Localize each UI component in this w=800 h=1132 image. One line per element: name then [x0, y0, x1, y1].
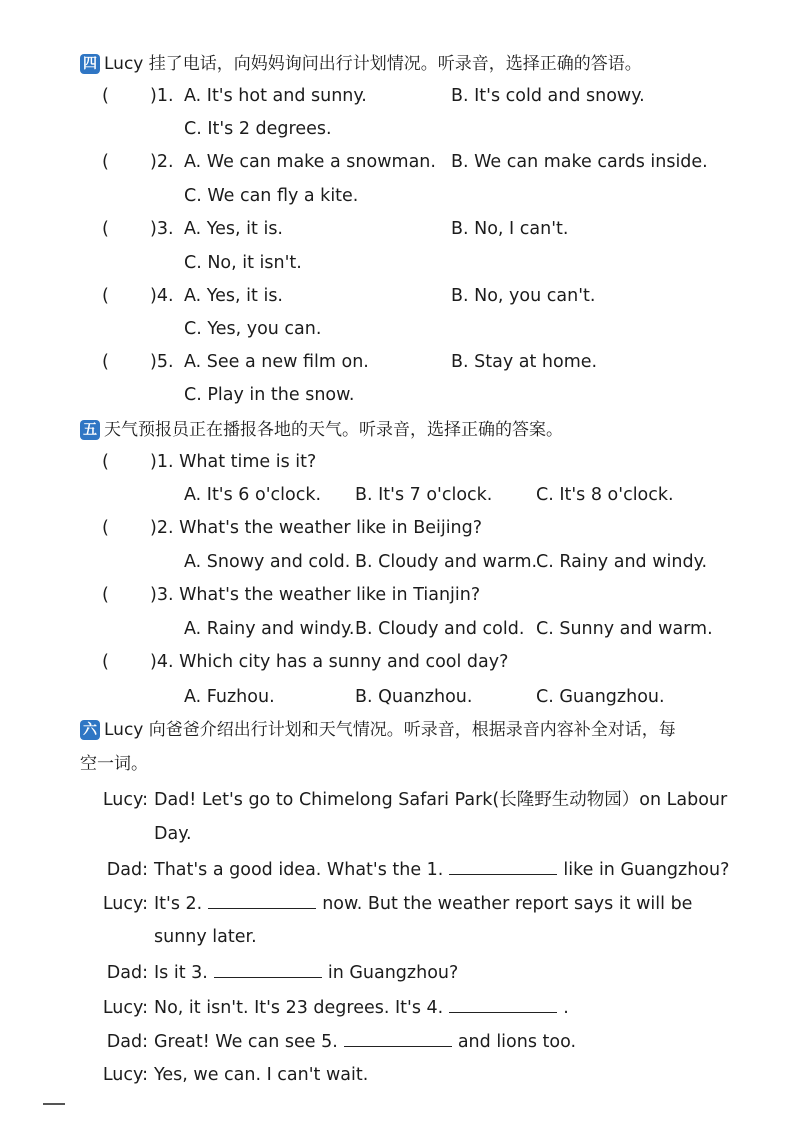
speaker: Lucy:: [102, 1065, 148, 1085]
question-stem: )3. What's the weather like in Tianjin?: [150, 585, 481, 605]
question-number: )1.: [150, 86, 174, 106]
question-number: )2.: [150, 152, 174, 172]
section-5-badge: 五: [80, 420, 100, 440]
section-6-badge: 六: [80, 720, 100, 740]
option-c: C. No, it isn't.: [184, 253, 302, 273]
option-b: B. Cloudy and cold.: [355, 619, 525, 639]
option-c: C. Sunny and warm.: [536, 619, 713, 639]
page-edge-mark: [43, 1103, 65, 1105]
answer-paren[interactable]: (: [102, 585, 109, 605]
blank-1[interactable]: [449, 856, 557, 875]
dialogue-line: [98, 994, 569, 1020]
question-stem: )2. What's the weather like in Beijing?: [150, 518, 483, 538]
line-text: Day.: [154, 824, 192, 844]
line-text: It's 2.: [154, 894, 203, 914]
line-text: Yes, we can. I can't wait.: [154, 1065, 369, 1085]
line-text: in Guangzhou?: [327, 963, 459, 983]
dialogue-line: [98, 856, 729, 882]
section-6-heading: [80, 718, 676, 742]
section-5-title: 天气预报员正在播报各地的天气。听录音，选择正确的答案。: [104, 420, 563, 440]
question-stem: )4. Which city has a sunny and cool day?: [150, 652, 509, 672]
blank-4[interactable]: [449, 994, 557, 1013]
option-a: A. Yes, it is.: [184, 219, 283, 239]
option-c: C. We can fly a kite.: [184, 186, 359, 206]
answer-paren[interactable]: (: [102, 518, 109, 538]
answer-paren[interactable]: (: [102, 452, 109, 472]
speaker: Lucy:: [102, 998, 148, 1018]
section-4-badge: 四: [80, 54, 100, 74]
speaker: Dad:: [106, 1032, 148, 1052]
section-4-title: Lucy 挂了电话，向妈妈询问出行计划情况。听录音，选择正确的答语。: [104, 54, 642, 74]
option-c: C. Rainy and windy.: [536, 552, 708, 572]
dialogue-line: [98, 788, 727, 812]
question-number: )5.: [150, 352, 174, 372]
speaker: Lucy:: [102, 790, 148, 810]
option-b: B. We can make cards inside.: [451, 152, 708, 172]
blank-5[interactable]: [344, 1028, 452, 1047]
question-number: )3.: [150, 219, 174, 239]
line-text: .: [563, 998, 569, 1018]
answer-paren[interactable]: (: [102, 152, 109, 172]
option-a: A. Yes, it is.: [184, 286, 283, 306]
line-text: That's a good idea. What's the 1.: [154, 860, 444, 880]
option-b: B. Quanzhou.: [355, 687, 473, 707]
dialogue-line: [98, 959, 458, 985]
option-b: B. It's 7 o'clock.: [355, 485, 493, 505]
question-number: )4.: [150, 286, 174, 306]
section-6-title: Lucy 向爸爸介绍出行计划和天气情况。听录音，根据录音内容补全对话，每: [104, 720, 676, 740]
line-text: Is it 3.: [154, 963, 208, 983]
option-b: B. Stay at home.: [451, 352, 598, 372]
option-a: A. We can make a snowman.: [184, 152, 436, 172]
option-c: C. It's 8 o'clock.: [536, 485, 674, 505]
dialogue-line: [98, 1028, 576, 1054]
option-b: B. It's cold and snowy.: [451, 86, 645, 106]
answer-paren[interactable]: (: [102, 652, 109, 672]
line-text: sunny later.: [154, 927, 257, 947]
option-b: B. No, you can't.: [451, 286, 596, 306]
speaker: Dad:: [106, 963, 148, 983]
line-text: like in Guangzhou?: [563, 860, 730, 880]
dialogue-line-continuation: [154, 925, 257, 949]
question-stem: )1. What time is it?: [150, 452, 317, 472]
dialogue-line: [98, 1063, 368, 1087]
option-c: C. Play in the snow.: [184, 385, 355, 405]
option-b: B. Cloudy and warm.: [355, 552, 538, 572]
blank-2[interactable]: [208, 890, 316, 909]
option-a: A. It's 6 o'clock.: [184, 485, 322, 505]
option-a: A. Fuzhou.: [184, 687, 275, 707]
speaker: Dad:: [106, 860, 148, 880]
option-c: C. Yes, you can.: [184, 319, 322, 339]
section-4-heading: [80, 52, 642, 76]
line-text: No, it isn't. It's 23 degrees. It's 4.: [154, 998, 444, 1018]
option-c: C. It's 2 degrees.: [184, 119, 332, 139]
dialogue-line-continuation: [154, 822, 192, 846]
option-a: A. It's hot and sunny.: [184, 86, 367, 106]
option-a: A. See a new film on.: [184, 352, 369, 372]
option-a: A. Snowy and cold.: [184, 552, 351, 572]
speaker: Lucy:: [102, 894, 148, 914]
line-text: Great! We can see 5.: [154, 1032, 338, 1052]
blank-3[interactable]: [214, 959, 322, 978]
option-b: B. No, I can't.: [451, 219, 569, 239]
line-text: Dad! Let's go to Chimelong Safari Park(长隆野生动物园）on Labour: [154, 790, 728, 810]
answer-paren[interactable]: (: [102, 219, 109, 239]
line-text: now. But the weather report says it will be: [322, 894, 693, 914]
dialogue-line: [98, 890, 692, 916]
option-c: C. Guangzhou.: [536, 687, 665, 707]
answer-paren[interactable]: (: [102, 286, 109, 306]
option-a: A. Rainy and windy.: [184, 619, 355, 639]
section-5-heading: [80, 418, 563, 442]
section-6-title-line2: 空一词。: [80, 754, 148, 774]
answer-paren[interactable]: (: [102, 86, 109, 106]
line-text: and lions too.: [457, 1032, 577, 1052]
answer-paren[interactable]: (: [102, 352, 109, 372]
